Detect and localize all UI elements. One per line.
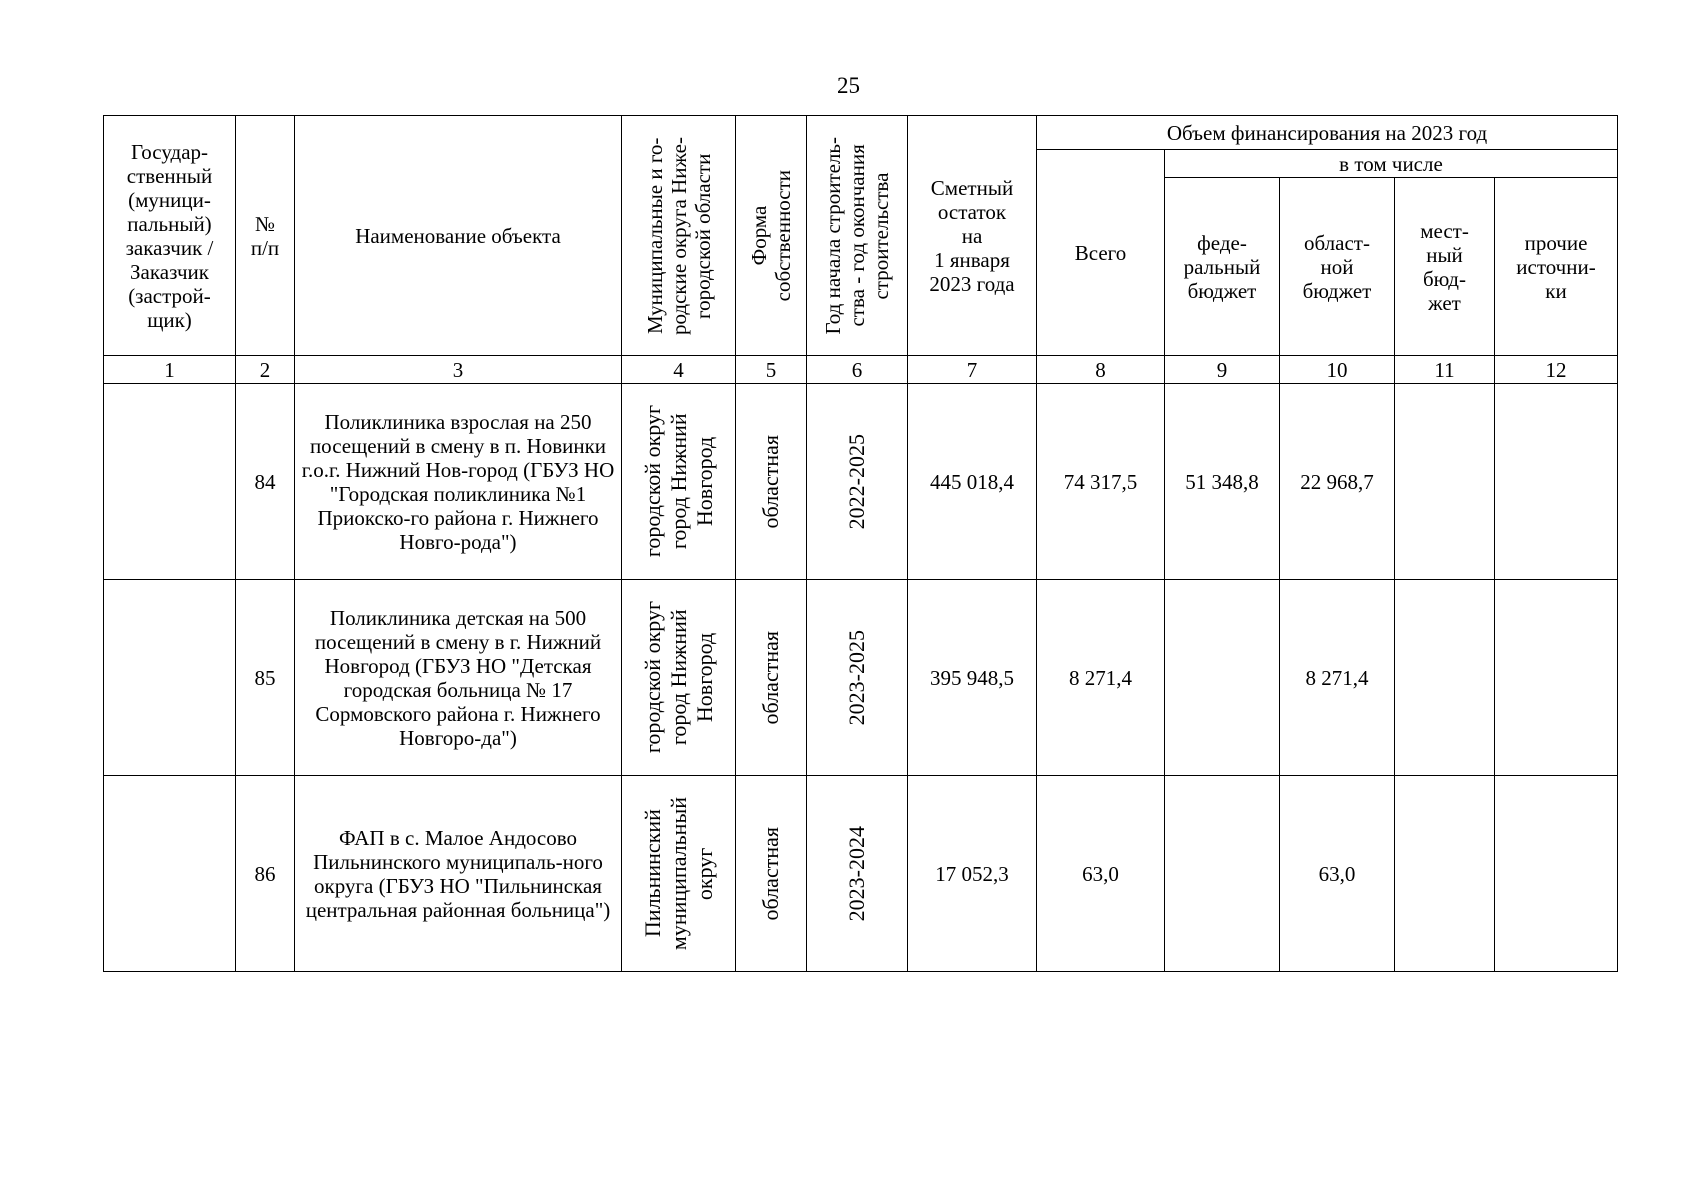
cell-object-name: ФАП в с. Малое Андосово Пильнинского муниципаль-ного округа (ГБУЗ НО "Пильнинская центральная районная больница")	[295, 776, 622, 972]
header-total: Всего	[1037, 150, 1165, 356]
cell-total: 63,0	[1037, 776, 1165, 972]
cell-ownership	[736, 384, 807, 580]
cell-number: 86	[236, 776, 295, 972]
cell-years	[807, 384, 908, 580]
cell-years	[807, 776, 908, 972]
cell-object-name: Поликлиника взрослая на 250 посещений в смену в п. Новинки г.о.г. Нижний Нов-город (ГБУЗ НО "Городская поликлиника №1 Приокско-го района г. Нижнего Новго-рода")	[295, 384, 622, 580]
column-number: 4	[622, 356, 736, 384]
cell-municipality-text: городской округ город Нижний Новгород	[639, 405, 717, 558]
cell-ownership	[736, 776, 807, 972]
column-number: 11	[1395, 356, 1495, 384]
cell-years	[807, 580, 908, 776]
header-regional: област- ной бюджет	[1280, 178, 1395, 356]
cell-years-text: 2022-2025	[844, 433, 869, 530]
header-including: в том числе	[1165, 150, 1618, 178]
cell-local	[1395, 776, 1495, 972]
cell-municipality-text: городской округ город Нижний Новгород	[639, 601, 717, 754]
table-row	[104, 580, 1618, 776]
column-number: 8	[1037, 356, 1165, 384]
cell-other	[1495, 776, 1618, 972]
header-row-number: № п/п	[236, 116, 295, 356]
header-row-1	[104, 116, 1618, 150]
cell-ownership	[736, 580, 807, 776]
cell-ownership-text: областная	[758, 630, 783, 725]
column-number-row	[104, 356, 1618, 384]
header-municipality	[622, 116, 736, 356]
table-row	[104, 776, 1618, 972]
cell-federal	[1165, 580, 1280, 776]
cell-municipality	[622, 580, 736, 776]
header-object-name: Наименование объекта	[295, 116, 622, 356]
cell-regional: 63,0	[1280, 776, 1395, 972]
cell-customer	[104, 384, 236, 580]
cell-estimate: 395 948,5	[908, 580, 1037, 776]
header-years	[807, 116, 908, 356]
cell-years-text: 2023-2024	[844, 825, 869, 922]
cell-other	[1495, 580, 1618, 776]
header-local: мест- ный бюд- жет	[1395, 178, 1495, 356]
column-number: 10	[1280, 356, 1395, 384]
cell-estimate: 445 018,4	[908, 384, 1037, 580]
cell-federal: 51 348,8	[1165, 384, 1280, 580]
cell-other	[1495, 384, 1618, 580]
cell-local	[1395, 384, 1495, 580]
cell-municipality-text: Пильнинский муниципальный округ	[639, 796, 717, 951]
cell-estimate: 17 052,3	[908, 776, 1037, 972]
header-ownership	[736, 116, 807, 356]
cell-number: 85	[236, 580, 295, 776]
column-number: 1	[104, 356, 236, 384]
cell-total: 8 271,4	[1037, 580, 1165, 776]
cell-municipality	[622, 384, 736, 580]
cell-ownership-text: областная	[758, 434, 783, 529]
header-federal: феде- ральный бюджет	[1165, 178, 1280, 356]
table-row	[104, 384, 1618, 580]
header-estimate: Сметный остаток на 1 января 2023 года	[908, 116, 1037, 356]
header-years-text: Год начала строитель- ства - год окончания строительства	[821, 136, 893, 335]
cell-total: 74 317,5	[1037, 384, 1165, 580]
header-other: прочие источни- ки	[1495, 178, 1618, 356]
header-customer: Государ- ственный (муници- пальный) заказчик / Заказчик (застрой- щик)	[104, 116, 236, 356]
column-number: 12	[1495, 356, 1618, 384]
cell-years-text: 2023-2025	[844, 629, 869, 726]
cell-local	[1395, 580, 1495, 776]
cell-federal	[1165, 776, 1280, 972]
cell-regional: 8 271,4	[1280, 580, 1395, 776]
column-number: 9	[1165, 356, 1280, 384]
column-number: 7	[908, 356, 1037, 384]
column-number: 6	[807, 356, 908, 384]
cell-customer	[104, 776, 236, 972]
header-ownership-text: Форма собственности	[747, 169, 795, 302]
investment-program-table	[103, 115, 1618, 972]
cell-ownership-text: областная	[758, 826, 783, 921]
cell-customer	[104, 580, 236, 776]
cell-object-name: Поликлиника детская на 500 посещений в смену в г. Нижний Новгород (ГБУЗ НО "Детская городская больница № 17 Сормовского района г. Нижнего Новгоро-да")	[295, 580, 622, 776]
cell-number: 84	[236, 384, 295, 580]
cell-municipality	[622, 776, 736, 972]
cell-regional: 22 968,7	[1280, 384, 1395, 580]
header-municipality-text: Муниципальные и го- родские округа Ниже- городской области	[642, 136, 715, 335]
column-number: 5	[736, 356, 807, 384]
column-number: 3	[295, 356, 622, 384]
page-number: 25	[837, 73, 860, 98]
header-funding: Объем финансирования на 2023 год	[1037, 116, 1618, 150]
column-number: 2	[236, 356, 295, 384]
